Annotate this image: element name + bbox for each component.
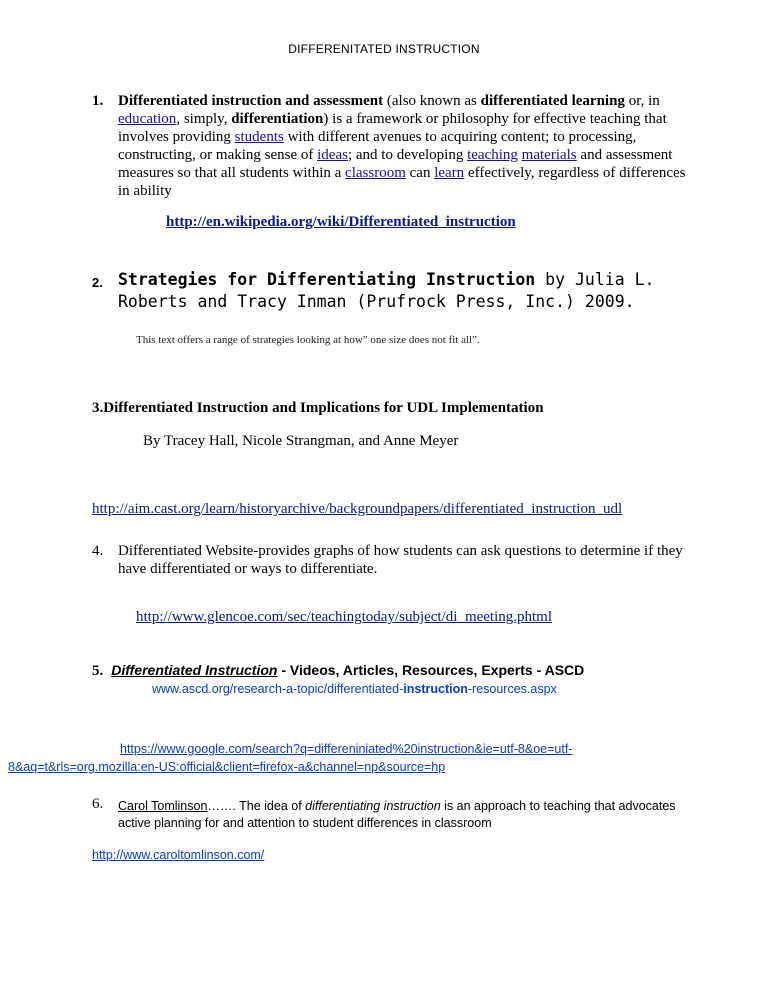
glencoe-link[interactable]: http://www.glencoe.com/sec/teachingtoday/subject/di_meeting.phtml — [136, 609, 553, 625]
google-link-line-2: 8&aq=t&rls=org.mozilla:en-US:official&client=firefox-a&channel=np&source=hp — [8, 760, 446, 774]
list-item-1 — [92, 92, 692, 200]
term-differentiated-learning: differentiated learning — [480, 93, 625, 109]
google-link-line-1: https://www.google.com/search?q=differeniniated%20instruction&ie=utf-8&oe=utf- — [120, 742, 573, 756]
list-item-2 — [92, 269, 712, 313]
list-item-4 — [92, 542, 692, 578]
text-run: can — [405, 165, 435, 181]
link-teaching[interactable]: teaching — [467, 147, 518, 163]
link-materials[interactable]: materials — [521, 147, 577, 163]
item-4-text: Differentiated Website-provides graphs of how students can ask questions to determine if they have differentiated or ways to differentiate. — [118, 543, 683, 577]
item-6-paragraph — [118, 798, 692, 832]
cast-link[interactable]: http://aim.cast.org/learn/historyarchive/backgroundpapers/differentiated_instruction_udl — [92, 501, 623, 517]
text-run: ; and to developing — [347, 147, 468, 163]
ascd-title-italic: Differentiated Instruction — [111, 662, 278, 678]
text-run: and assessment measures so that all students within a — [118, 147, 673, 181]
url-part: -resources.aspx — [467, 682, 557, 696]
item-number: 5. — [92, 663, 104, 679]
term-differentiated-instruction: Differentiated instruction and assessment — [118, 93, 384, 109]
term-differentiation: differentiation — [231, 111, 324, 127]
text-run: , simply, — [176, 111, 232, 127]
book-note: This text offers a range of strategies looking at how” one size does not fit all”. — [136, 334, 480, 346]
ascd-link[interactable] — [152, 682, 557, 696]
item-number: 4. — [92, 543, 104, 559]
article-title: 3.Differentiated Instruction and Implications for UDL Implementation — [92, 400, 544, 416]
text-run: ……. The idea of — [207, 799, 306, 813]
text-run: or, in — [624, 93, 660, 109]
link-ideas[interactable]: ideas — [317, 147, 348, 163]
text-run: is an approach to teaching that advocates active planning for and attention to student differences in classroom — [118, 799, 676, 830]
article-authors: By Tracey Hall, Nicole Strangman, and Anne Meyer — [143, 433, 459, 449]
tomlinson-link[interactable]: http://www.caroltomlinson.com/ — [92, 848, 265, 862]
list-item-5 — [92, 662, 584, 680]
book-byline: by Julia L. Roberts and Tracy Inman (Prufrock Press, Inc.) 2009. — [118, 270, 655, 311]
page-header: DIFFERENITATED INSTRUCTION — [288, 42, 480, 56]
tomlinson-name: Carol Tomlinson — [118, 799, 208, 813]
item-number: 6. — [92, 796, 104, 812]
item-number: 1. — [92, 93, 104, 109]
book-title: Strategies for Differentiating Instruction — [118, 270, 536, 289]
url-part: www.ascd.org/research-a-topic/differentiated- — [152, 682, 404, 696]
ascd-title-rest: - Videos, Articles, Resources, Experts - ASCD — [277, 662, 585, 678]
link-education[interactable]: education — [118, 111, 177, 127]
link-learn[interactable]: learn — [434, 165, 465, 181]
item-number: 2. — [92, 275, 103, 290]
link-classroom[interactable]: classroom — [345, 165, 406, 181]
url-bold-part: instruction — [403, 682, 468, 696]
link-students[interactable]: students — [234, 129, 284, 145]
text-run: with different avenues to acquiring content; to processing, constructing, or making sense of — [118, 129, 637, 163]
google-search-link[interactable] — [0, 740, 768, 776]
list-item-6 — [92, 798, 692, 832]
text-run: (also known as — [383, 93, 481, 109]
text-run: ) is a framework or philosophy for effective teaching that involves providing — [118, 111, 667, 145]
item-1-paragraph — [118, 92, 692, 200]
wikipedia-link[interactable]: http://en.wikipedia.org/wiki/Differentiated_instruction — [166, 214, 516, 230]
italic-phrase: differentiating instruction — [305, 799, 441, 813]
item-2-paragraph — [118, 269, 712, 313]
text-run: effectively, regardless of differences in ability — [118, 165, 686, 199]
